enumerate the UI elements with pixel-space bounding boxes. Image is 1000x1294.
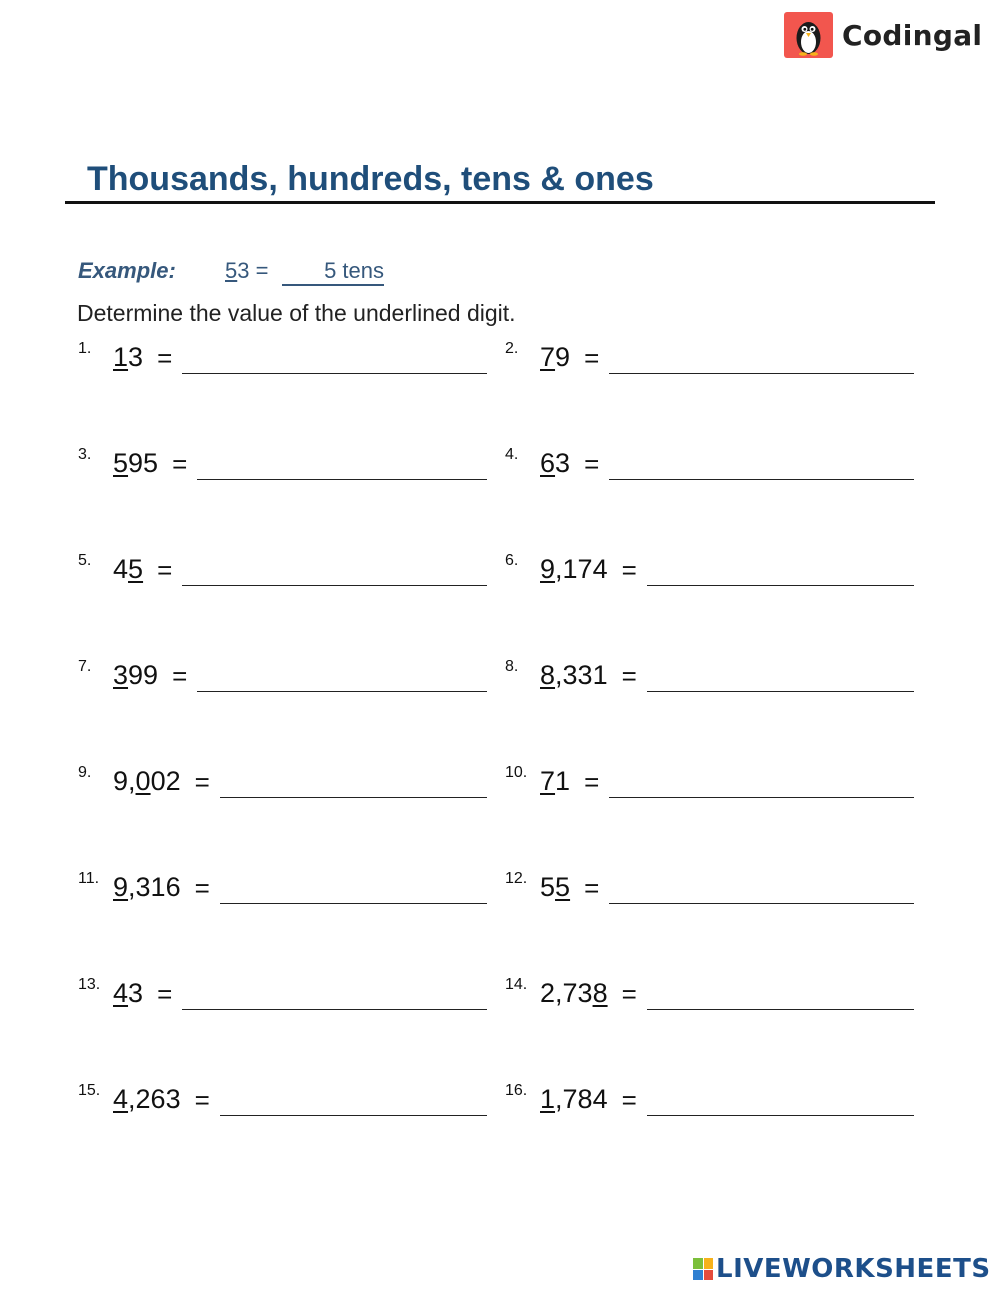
- question-number: 6.: [505, 552, 519, 569]
- question-number: 11.: [78, 870, 100, 887]
- example-answer: 5 tens: [282, 258, 384, 286]
- answer-line[interactable]: [197, 691, 487, 692]
- underlined-digit: 8: [592, 978, 608, 1008]
- equals-sign: =: [157, 979, 173, 1009]
- answer-line[interactable]: [609, 373, 914, 374]
- title-divider: [65, 201, 935, 204]
- question-9: [78, 764, 487, 804]
- question-8: [505, 658, 914, 698]
- question-3: [78, 446, 487, 486]
- liveworksheets-logo: [693, 1254, 991, 1284]
- question-number: 10.: [505, 764, 528, 781]
- underlined-digit: 1: [540, 1084, 556, 1114]
- underlined-digit: 5: [113, 448, 129, 478]
- question-expression: [113, 978, 143, 1009]
- equals-sign: =: [194, 873, 210, 903]
- expression-suffix: ,174: [555, 554, 608, 584]
- answer-line[interactable]: [609, 797, 914, 798]
- underlined-digit: 4: [113, 1084, 129, 1114]
- liveworksheets-icon: [693, 1258, 713, 1280]
- question-number: 16.: [505, 1082, 528, 1099]
- expression-suffix: 99: [128, 660, 159, 690]
- codingal-logo: [784, 12, 982, 58]
- question-number: 14.: [505, 976, 528, 993]
- answer-line[interactable]: [647, 585, 914, 586]
- expression-suffix: 3: [128, 978, 144, 1008]
- question-expression: [540, 342, 570, 373]
- question-expression: [113, 554, 143, 585]
- example-underlined-digit: 5: [225, 258, 238, 283]
- expression-prefix: 2,73: [540, 978, 593, 1008]
- question-expression: [540, 1084, 608, 1115]
- expression-prefix: 4: [113, 554, 129, 584]
- underlined-digit: 5: [555, 872, 571, 902]
- expression-suffix: ,784: [555, 1084, 608, 1114]
- underlined-digit: 7: [540, 342, 556, 372]
- question-expression: [540, 766, 570, 797]
- expression-prefix: 5: [540, 872, 556, 902]
- equals-sign: =: [621, 661, 637, 691]
- question-1: [78, 340, 487, 380]
- equals-sign: =: [194, 767, 210, 797]
- question-expression: [113, 766, 181, 797]
- underlined-digit: 9: [540, 554, 556, 584]
- example-rest: 3 =: [237, 258, 269, 283]
- expression-suffix: ,263: [128, 1084, 181, 1114]
- question-expression: [540, 872, 570, 903]
- question-expression: [540, 448, 570, 479]
- question-number: 12.: [505, 870, 528, 887]
- question-11: [78, 870, 487, 910]
- answer-line[interactable]: [182, 373, 487, 374]
- equals-sign: =: [584, 449, 600, 479]
- question-15: [78, 1082, 487, 1122]
- expression-suffix: ,331: [555, 660, 608, 690]
- brand-name: Codingal: [842, 18, 983, 52]
- question-4: [505, 446, 914, 486]
- expression-suffix: 1: [555, 766, 571, 796]
- underlined-digit: 6: [540, 448, 556, 478]
- question-7: [78, 658, 487, 698]
- question-13: [78, 976, 487, 1016]
- answer-line[interactable]: [220, 797, 487, 798]
- question-number: 5.: [78, 552, 92, 569]
- question-expression: [540, 554, 608, 585]
- answer-line[interactable]: [182, 585, 487, 586]
- question-expression: [113, 1084, 181, 1115]
- equals-sign: =: [584, 767, 600, 797]
- question-expression: [540, 978, 608, 1009]
- penguin-icon: [784, 12, 833, 58]
- answer-line[interactable]: [220, 903, 487, 904]
- question-expression: [113, 342, 143, 373]
- question-5: [78, 552, 487, 592]
- question-expression: [113, 660, 158, 691]
- instructions: Determine the value of the underlined digit.: [77, 300, 516, 326]
- expression-prefix: 9,: [113, 766, 136, 796]
- answer-line[interactable]: [609, 479, 914, 480]
- answer-line[interactable]: [647, 1009, 914, 1010]
- underlined-digit: 5: [128, 554, 144, 584]
- equals-sign: =: [621, 979, 637, 1009]
- underlined-digit: 3: [113, 660, 129, 690]
- question-10: [505, 764, 914, 804]
- underlined-digit: 9: [113, 872, 129, 902]
- equals-sign: =: [194, 1085, 210, 1115]
- page-title: Thousands, hundreds, tens & ones: [87, 160, 654, 198]
- equals-sign: =: [621, 1085, 637, 1115]
- question-number: 7.: [78, 658, 92, 675]
- expression-suffix: 02: [150, 766, 181, 796]
- question-expression: [540, 660, 608, 691]
- question-12: [505, 870, 914, 910]
- expression-suffix: 3: [128, 342, 144, 372]
- answer-line[interactable]: [647, 691, 914, 692]
- question-14: [505, 976, 914, 1016]
- question-number: 2.: [505, 340, 519, 357]
- answer-line[interactable]: [609, 903, 914, 904]
- question-number: 15.: [78, 1082, 101, 1099]
- expression-suffix: 9: [555, 342, 571, 372]
- expression-suffix: 95: [128, 448, 159, 478]
- answer-line[interactable]: [220, 1115, 487, 1116]
- underlined-digit: 8: [540, 660, 556, 690]
- question-2: [505, 340, 914, 380]
- example: [78, 258, 384, 284]
- underlined-digit: 4: [113, 978, 129, 1008]
- answer-line[interactable]: [182, 1009, 487, 1010]
- equals-sign: =: [157, 343, 173, 373]
- equals-sign: =: [172, 449, 188, 479]
- underlined-digit: 7: [540, 766, 556, 796]
- underlined-digit: 1: [113, 342, 129, 372]
- example-number: [225, 258, 268, 284]
- question-6: [505, 552, 914, 592]
- question-expression: [113, 872, 181, 903]
- equals-sign: =: [621, 555, 637, 585]
- question-16: [505, 1082, 914, 1122]
- answer-line[interactable]: [197, 479, 487, 480]
- expression-suffix: 3: [555, 448, 571, 478]
- equals-sign: =: [157, 555, 173, 585]
- question-number: 4.: [505, 446, 519, 463]
- question-number: 13.: [78, 976, 101, 993]
- question-expression: [113, 448, 158, 479]
- question-number: 9.: [78, 764, 92, 781]
- equals-sign: =: [172, 661, 188, 691]
- equals-sign: =: [584, 343, 600, 373]
- equals-sign: =: [584, 873, 600, 903]
- answer-line[interactable]: [647, 1115, 914, 1116]
- question-number: 1.: [78, 340, 92, 357]
- question-number: 8.: [505, 658, 519, 675]
- question-number: 3.: [78, 446, 92, 463]
- footer-brand: LIVEWORKSHEETS: [716, 1254, 991, 1284]
- expression-suffix: ,316: [128, 872, 181, 902]
- underlined-digit: 0: [135, 766, 151, 796]
- example-label: Example:: [78, 258, 176, 283]
